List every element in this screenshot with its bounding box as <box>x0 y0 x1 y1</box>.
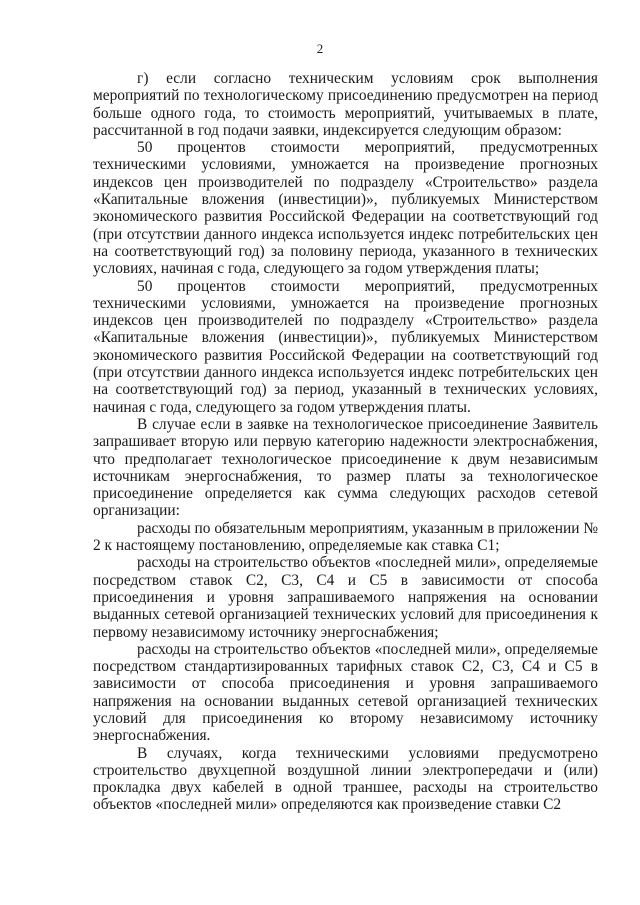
page-number: 2 <box>316 41 324 56</box>
paragraph-item-g: г) если согласно техническим условиям срок выполнения мероприятий по технологическому присоединению предусмотрен на период больше одного года, то стоимость мероприятий, учитываемых в плате, рассчитанной в год подачи заявки, индексируется следующим образом: <box>93 70 598 139</box>
paragraph-fifty-percent-half-period: 50 процентов стоимости мероприятий, предусмотренных техническими условиями, умножается на произведение прогнозных индексов цен производителей по подразделу «Строительство» раздела «Капитальные вложения (инвестиции)», публикуемых Министерством экономического развития Российской Федерации на соответствующий год (при отсутствии данного индекса используется индекс потребительских цен на соответствующий год) за половину периода, указанного в технических условиях, начиная с года, следующего за годом утверждения платы; <box>93 139 598 278</box>
paragraph-two-sources: В случае если в заявке на технологическое присоединение Заявитель запрашивает вторую или первую категорию надежности электроснабжения, что предполагает технологическое присоединение к двум независимым источникам энергоснабжения, то размер платы за технологическое присоединение определяется как сумма следующих расходов сетевой организации: <box>93 415 598 520</box>
paragraph-double-circuit-line: В случаях, когда техническими условиями предусмотрено строительство двухцепной воздушной линии электропередачи и (или) прокладка двух кабелей в одной траншее, расходы на строительство объектов «последней мили» определяются как произведение ставки С2 <box>93 744 598 814</box>
document-body <box>93 70 598 814</box>
paragraph-last-mile-second-source: расходы на строительство объектов «последней мили», определяемые посредством стандартизированных тарифных ставок С2, С3, С4 и С5 в зависимости от способа присоединения и уровня запрашиваемого напряжения на основании выданных сетевой организацией технических условий для присоединения ко второму независимому источнику энергоснабжения. <box>93 640 598 745</box>
paragraph-fifty-percent-full-period: 50 процентов стоимости мероприятий, предусмотренных техническими условиями, умножается на произведение прогнозных индексов цен производителей по подразделу «Строительство» раздела «Капитальные вложения (инвестиции)», публикуемых Министерством экономического развития Российской Федерации на соответствующий год (при отсутствии данного индекса используется индекс потребительских цен на соответствующий год) за период, указанный в технических условиях, начиная с года, следующего за годом утверждения платы. <box>93 277 598 416</box>
paragraph-last-mile-first-source: расходы на строительство объектов «последней мили», определяемые посредством ставок С2, С3, С4 и С5 в зависимости от способа присоединения и уровня запрашиваемого напряжения на основании выданных сетевой организацией технических условий для присоединения к первому независимому источнику энергоснабжения; <box>93 554 598 641</box>
paragraph-mandatory-expenses: расходы по обязательным мероприятиям, указанным в приложении № 2 к настоящему постановлению, определяемые как ставка С1; <box>93 519 599 555</box>
